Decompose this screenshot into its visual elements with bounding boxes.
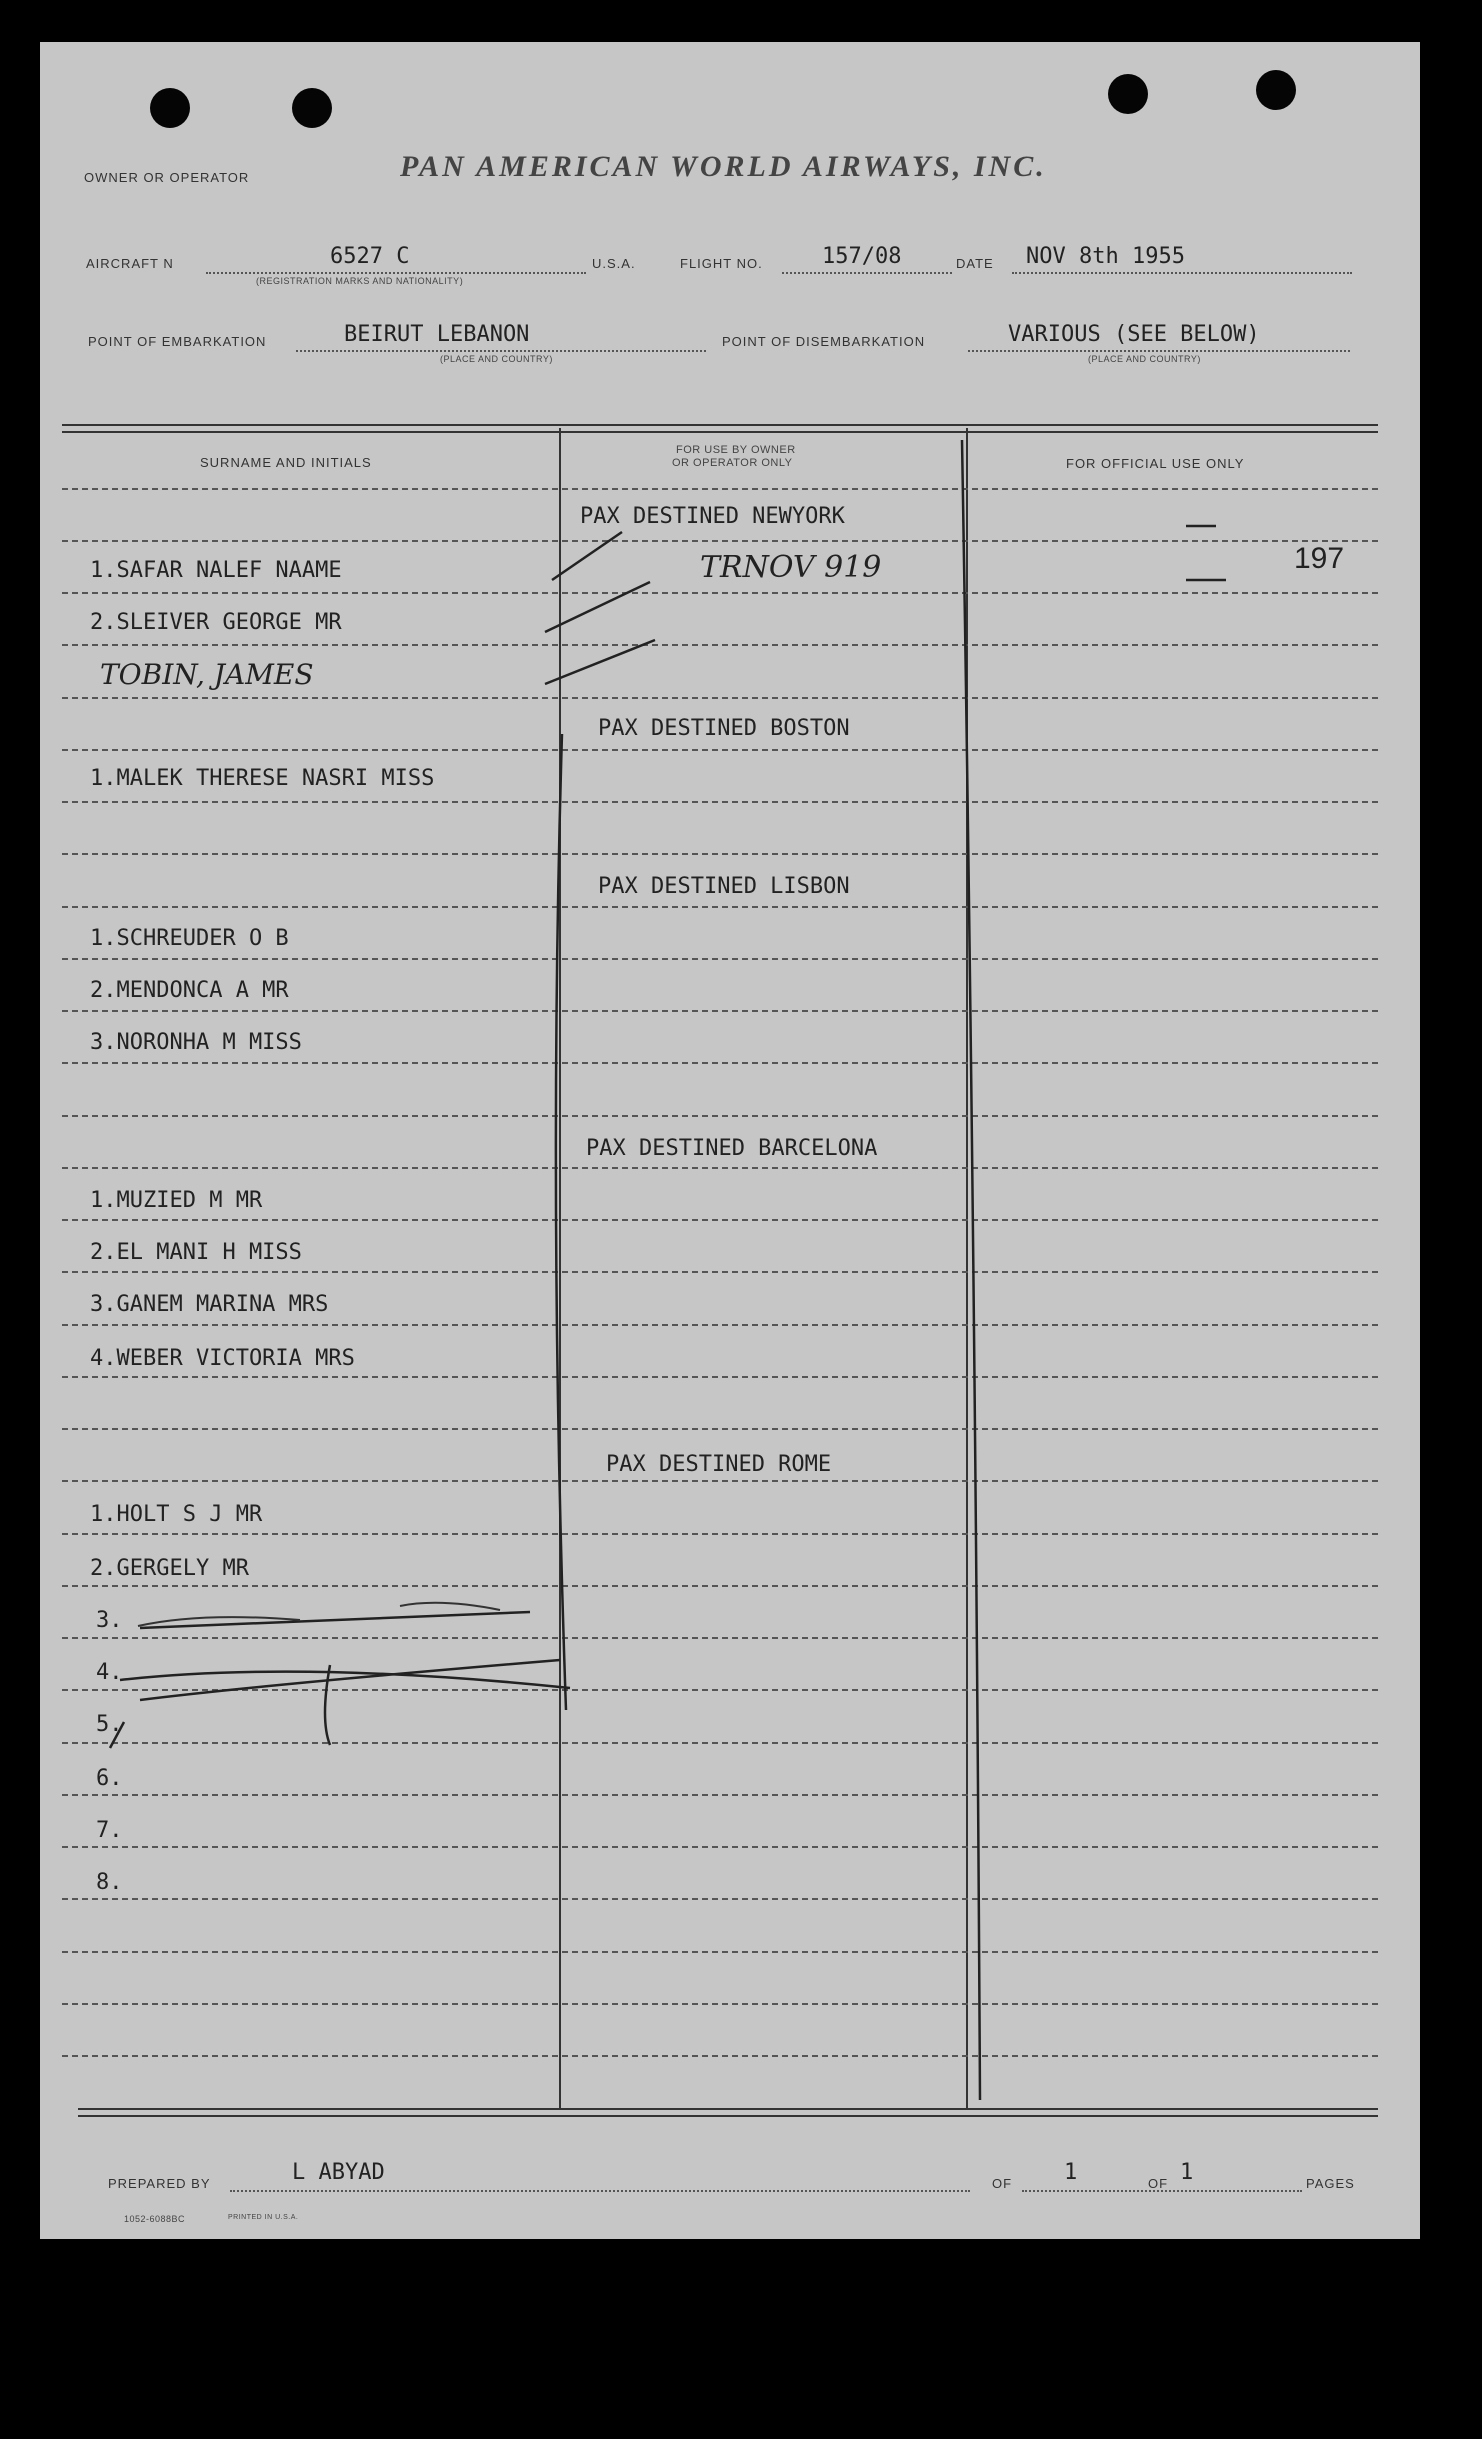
row-rule xyxy=(62,1167,1378,1169)
row-number: 6. xyxy=(96,1766,123,1791)
row-rule xyxy=(62,1480,1378,1482)
passenger-row: 3.NORONHA M MISS xyxy=(90,1030,302,1055)
punch-hole-1 xyxy=(150,88,190,128)
passenger-row-handwritten: TOBIN, JAMES xyxy=(100,658,314,691)
section-boston: PAX DESTINED BOSTON xyxy=(598,716,850,741)
row-rule xyxy=(62,906,1378,908)
row-rule xyxy=(62,1219,1378,1221)
row-number: 3. xyxy=(96,1608,123,1633)
embark-value: BEIRUT LEBANON xyxy=(344,322,530,347)
col-divider-2 xyxy=(966,428,968,2108)
printed-note: PRINTED IN U.S.A. xyxy=(228,2214,299,2221)
row-rule xyxy=(62,853,1378,855)
punch-hole-3 xyxy=(1108,74,1148,114)
section-barcelona: PAX DESTINED BARCELONA xyxy=(586,1136,878,1161)
disembark-value: VARIOUS (SEE BELOW) xyxy=(1008,322,1260,347)
disembark-label: POINT OF DISEMBARKATION xyxy=(722,334,926,349)
section-rome: PAX DESTINED ROME xyxy=(606,1452,832,1477)
usa-label: U.S.A. xyxy=(592,256,636,271)
operator-label: OWNER OR OPERATOR xyxy=(84,170,250,185)
page-total: 1 xyxy=(1180,2160,1194,2185)
col-owner-header-2: OR OPERATOR ONLY xyxy=(672,457,793,469)
passenger-row: 2.EL MANI H MISS xyxy=(90,1240,302,1265)
section-lisbon: PAX DESTINED LISBON xyxy=(598,874,850,899)
passenger-row: 4.WEBER VICTORIA MRS xyxy=(90,1346,355,1371)
row-rule xyxy=(62,1742,1378,1744)
table-top-rule xyxy=(62,424,1378,433)
punch-hole-2 xyxy=(292,88,332,128)
official-number: 197 xyxy=(1294,542,1345,575)
aircraft-line xyxy=(206,272,586,274)
aircraft-value: 6527 C xyxy=(330,244,410,269)
row-rule xyxy=(62,1794,1378,1796)
date-label: DATE xyxy=(956,256,994,271)
row-rule xyxy=(62,644,1378,646)
prepared-by: L ABYAD xyxy=(292,2160,385,2185)
flight-line xyxy=(782,272,952,274)
embark-label: POINT OF EMBARKATION xyxy=(88,334,267,349)
row-rule xyxy=(62,1376,1378,1378)
col-surname-header: SURNAME AND INITIALS xyxy=(200,455,372,470)
passenger-row: 2.SLEIVER GEORGE MR xyxy=(90,610,342,635)
row-rule xyxy=(62,749,1378,751)
table-bottom-rule xyxy=(78,2108,1378,2117)
row-rule xyxy=(62,958,1378,960)
handwritten-code: TRNOV 919 xyxy=(700,550,882,585)
flight-label: FLIGHT NO. xyxy=(680,256,763,271)
row-rule xyxy=(62,1951,1378,1953)
row-rule xyxy=(62,1062,1378,1064)
row-rule xyxy=(62,1115,1378,1117)
section-newyork: PAX DESTINED NEWYORK xyxy=(580,504,845,529)
page-of-label-2: OF xyxy=(1148,2176,1169,2191)
row-number: 5. xyxy=(96,1712,123,1737)
col-divider-1 xyxy=(559,428,561,2108)
passenger-row: 1.SAFAR NALEF NAAME xyxy=(90,558,342,583)
embark-line xyxy=(296,350,706,352)
prepared-line xyxy=(230,2190,970,2192)
col-official-header: FOR OFFICIAL USE ONLY xyxy=(1066,456,1245,471)
row-rule xyxy=(62,1898,1378,1900)
punch-hole-4 xyxy=(1256,70,1296,110)
row-rule xyxy=(62,801,1378,803)
aircraft-label: AIRCRAFT N xyxy=(86,256,174,271)
row-rule xyxy=(62,1689,1378,1691)
passenger-row: 2.MENDONCA A MR xyxy=(90,978,289,1003)
pages-label: PAGES xyxy=(1306,2176,1355,2191)
flight-value: 157/08 xyxy=(822,244,902,269)
passenger-row: 3.GANEM MARINA MRS xyxy=(90,1292,329,1317)
row-rule xyxy=(62,488,1378,490)
date-line xyxy=(1012,272,1352,274)
passenger-row: 1.MUZIED M MR xyxy=(90,1188,263,1213)
passenger-row: 1.SCHREUDER O B xyxy=(90,926,289,951)
row-rule xyxy=(62,1324,1378,1326)
row-rule xyxy=(62,1846,1378,1848)
registration-note: (REGISTRATION MARKS AND NATIONALITY) xyxy=(256,276,464,286)
date-value: NOV 8th 1955 xyxy=(1026,244,1185,269)
page-number: 1 xyxy=(1064,2160,1078,2185)
prepared-label: PREPARED BY xyxy=(108,2176,211,2191)
row-number: 7. xyxy=(96,1818,123,1843)
page-line xyxy=(1022,2190,1302,2192)
row-rule xyxy=(62,540,1378,542)
disembark-note: (PLACE AND COUNTRY) xyxy=(1088,354,1201,364)
operator-name: PAN AMERICAN WORLD AIRWAYS, INC. xyxy=(400,150,1047,183)
row-rule xyxy=(62,1271,1378,1273)
form-code: 1052-6088BC xyxy=(124,2214,186,2224)
embark-note: (PLACE AND COUNTRY) xyxy=(440,354,553,364)
row-rule xyxy=(62,1637,1378,1639)
row-rule xyxy=(62,1428,1378,1430)
row-rule xyxy=(62,1010,1378,1012)
row-number: 8. xyxy=(96,1870,123,1895)
row-rule xyxy=(62,697,1378,699)
row-rule xyxy=(62,1585,1378,1587)
page-of-label: OF xyxy=(992,2176,1013,2191)
row-rule xyxy=(62,592,1378,594)
disembark-line xyxy=(968,350,1350,352)
row-rule xyxy=(62,2003,1378,2005)
passenger-row: 1.MALEK THERESE NASRI MISS xyxy=(90,766,435,791)
passenger-row: 2.GERGELY MR xyxy=(90,1556,249,1581)
row-rule xyxy=(62,1533,1378,1535)
col-owner-header-1: FOR USE BY OWNER xyxy=(676,444,796,456)
row-number: 4. xyxy=(96,1660,123,1685)
passenger-row: 1.HOLT S J MR xyxy=(90,1502,263,1527)
row-rule xyxy=(62,2055,1378,2057)
